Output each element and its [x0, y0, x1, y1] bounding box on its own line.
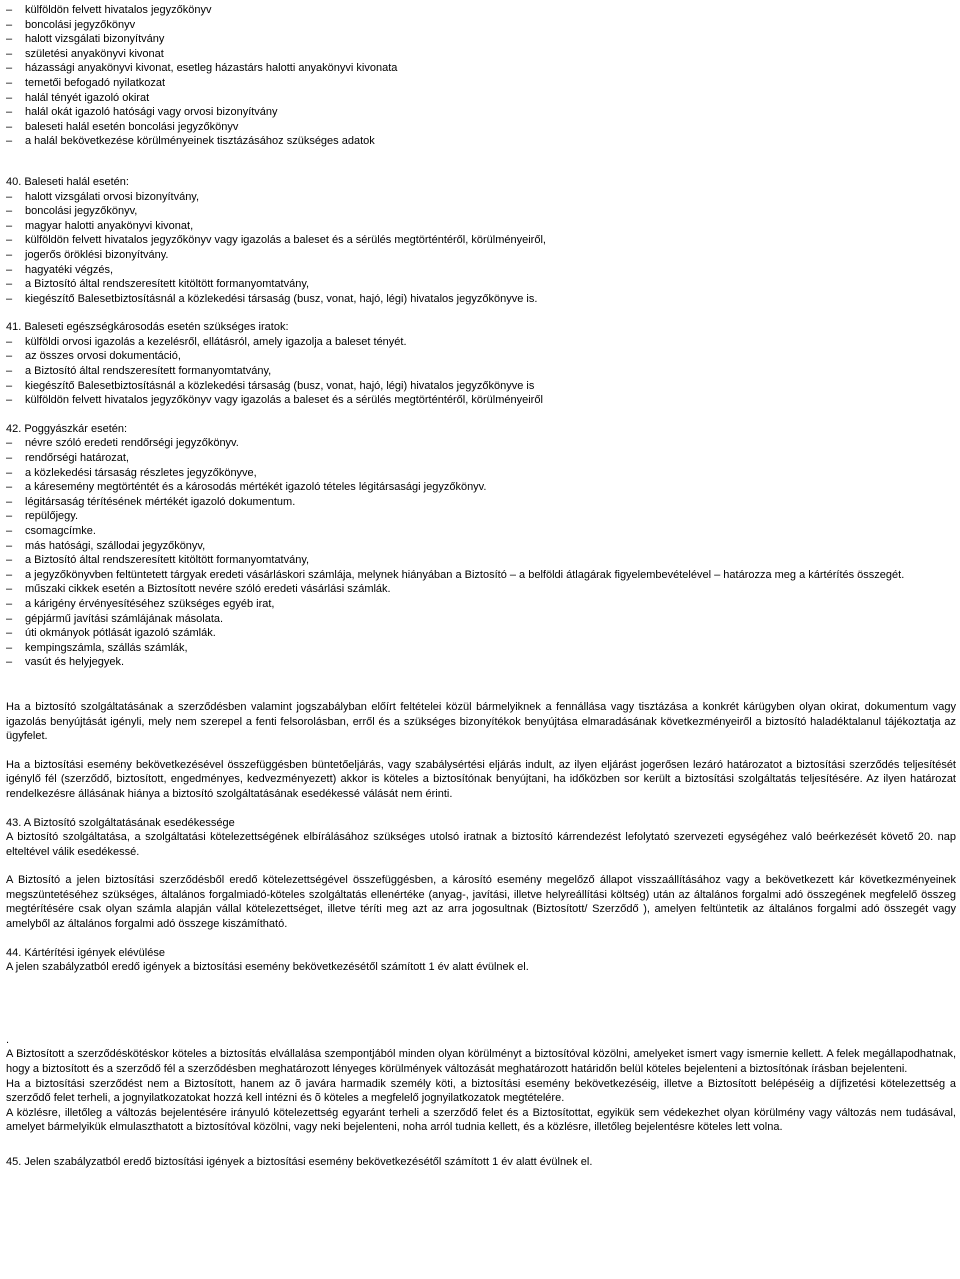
- list-item: [6, 582, 956, 597]
- dash-bullet: –: [6, 76, 13, 89]
- list-item-text: kiegészítő Balesetbiztosításnál a közlekedési társaság (busz, vonat, hajó, légi) hivatalos jegyzőkönyve is.: [25, 292, 538, 305]
- dash-bullet: –: [6, 627, 13, 640]
- list-item: [6, 655, 956, 670]
- section-43-heading: 43. A Biztosító szolgáltatásának esedékessége: [6, 816, 235, 829]
- list-item: [6, 61, 956, 76]
- list-item-text: a káresemény megtörténtét és a károsodás mértékét igazoló tételes légitársasági jegyzőkönyv.: [25, 481, 487, 494]
- list-item-text: az összes orvosi dokumentáció,: [25, 350, 181, 363]
- list-item: [6, 335, 956, 350]
- dash-bullet: –: [6, 597, 13, 610]
- list-item-text: vasút és helyjegyek.: [25, 656, 125, 669]
- paragraph-criminal-proceedings: Ha a biztosítási esemény bekövetkezésével összefüggésben büntetőeljárás, vagy szabálysértési eljárás indult, az ilyen eljárást jogerősen lezáró határozatot a biztosítási szerződés teljesítését igénylő fél (szerződő, biztosított, engedményes, kedvezményezett) akkor is köteles a biztosítónak benyújtani, ha időközben sor került a biztosítási szolgáltatás teljesítésére. Az ilyen határozat rendelkezésre állásának hiánya a biztosító szolgáltatásának esedékessé válását nem érinti.: [6, 758, 956, 800]
- dash-bullet: –: [6, 135, 13, 148]
- dash-bullet: –: [6, 394, 13, 407]
- list-item-text: kiegészítő Balesetbiztosításnál a közlekedési társaság (busz, vonat, hajó, légi) hivatalos jegyzőkönyve is: [25, 379, 535, 392]
- list-item-text: születési anyakönyvi kivonat: [25, 47, 164, 60]
- list-item-text: halott vizsgálati orvosi bizonyítvány,: [25, 190, 200, 203]
- list-section-40: [6, 190, 956, 307]
- dash-bullet: –: [6, 583, 13, 596]
- list-item: [6, 91, 956, 106]
- list-item-text: külföldön felvett hivatalos jegyzőkönyv vagy igazolás a baleset és a sérülés megtörténtéről, körülményeiről,: [25, 234, 546, 247]
- dash-bullet: –: [6, 641, 13, 654]
- list-item: [6, 204, 956, 219]
- list-item-text: névre szóló eredeti rendőrségi jegyzőkönyv.: [25, 437, 239, 450]
- list-item: [6, 233, 956, 248]
- list-item: [6, 190, 956, 205]
- list-item: [6, 134, 956, 149]
- list-item-text: magyar halotti anyakönyvi kivonat,: [25, 219, 194, 232]
- list-item: [6, 641, 956, 656]
- dash-bullet: –: [6, 292, 13, 305]
- dash-bullet: –: [6, 248, 13, 261]
- list-item-text: jogerős öröklési bizonyítvány.: [25, 248, 169, 261]
- list-item: [6, 248, 956, 263]
- list-item: [6, 524, 956, 539]
- dash-bullet: –: [6, 335, 13, 348]
- list-item: [6, 495, 956, 510]
- dash-bullet: –: [6, 525, 13, 537]
- list-item: [6, 349, 956, 364]
- list-required-documents: [6, 3, 956, 149]
- list-item-text: a Biztosító által rendszeresített kitöltött formanyomtatvány,: [25, 554, 310, 567]
- list-item-text: temetői befogadó nyilatkozat: [25, 76, 166, 89]
- dash-bullet: –: [6, 365, 13, 378]
- list-item: [6, 612, 956, 627]
- list-item-text: műszaki cikkek esetén a Biztosított nevére szóló eredeti vásárlási számlák.: [25, 583, 391, 596]
- dash-bullet: –: [6, 234, 13, 247]
- section-43-paragraph-1: A biztosító szolgáltatása, a szolgáltatási kötelezettségének elbírálásához szükséges utolsó iratnak a biztosító kárrendezést lefolytató szervezeti egységéhez való beérkezését követő 20. nap elteltével válik esedékessé.: [6, 831, 956, 858]
- list-item: [6, 539, 956, 554]
- paragraph-third-party-contract: Ha a biztosítási szerződést nem a Biztosított, hanem az õ javára harmadik személy köti, a biztosítási esemény bekövetkezéséig, illetve a Biztosított belépéséig a díjfizetési kötelezettség a szerződő felet terheli, a jognyilatkozatokat hozzá kell intézni és õ köteles a megfelelő jognyilatkozatok megtételére.: [6, 1077, 956, 1105]
- list-item: [6, 219, 956, 234]
- list-item: [6, 292, 956, 307]
- list-item-text: baleseti halál esetén boncolási jegyzőkönyv: [25, 120, 239, 133]
- dash-bullet: –: [6, 539, 13, 552]
- list-item-text: külföldi orvosi igazolás a kezelésről, ellátásról, amely igazolja a baleset tényét.: [25, 335, 407, 348]
- list-section-42: [6, 436, 956, 670]
- list-item-text: halál tényét igazoló okirat: [25, 91, 150, 104]
- dash-bullet: –: [6, 190, 13, 203]
- list-item-text: a jegyzőkönyvben feltüntetett tárgyak eredeti vásárláskori számlája, melynek hiányában a Biztosító – a belföldi átlagárak figyelembevételével – határozza meg a kártérítés összegét.: [25, 568, 905, 581]
- list-item-text: hagyatéki végzés,: [25, 263, 114, 276]
- list-item: [6, 32, 956, 47]
- dash-bullet: –: [6, 120, 13, 133]
- list-item: [6, 393, 956, 408]
- dash-bullet: –: [6, 106, 13, 119]
- dash-bullet: –: [6, 437, 13, 450]
- list-item: [6, 568, 956, 583]
- paragraph-disclosure-duty: A Biztosított a szerződéskötéskor köteles a biztosítás elvállalása szempontjából minden olyan körülményt a biztosítóval közölni, amelyeket ismert vagy ismernie kellett. A felek megállapodhatnak, hogy a biztosított és a szerződő fél a szerződésben meghatározott lényeges körülmények változását meghatározott határidőn belül köteles bejelenteni a biztosítónak írásban bejelenteni.: [6, 1048, 956, 1076]
- list-item-text: légitársaság térítésének mértékét igazoló dokumentum.: [25, 495, 296, 508]
- list-item-text: boncolási jegyzőkönyv,: [25, 205, 138, 218]
- section-43-paragraph-2: A Biztosító a jelen biztosítási szerződésből eredő kötelezettségével összefüggésben, a károsító esemény megelőző állapot visszaállításához vagy a bekövetkezett kár következményeinek megszüntetéséhez szükséges, általános forgalmiadó-köteles szolgáltatás ellenértéke (anyag-, javítási, illetve helyreállítási költség) után az általános forgalmi adó összegének megfelelő összeg megtérítésére csak olyan számla alapján vállal kötelezettséget, illetve téríti meg azt az arra jogosultnak (Biztosított/ Szerződő ), amelyen feltüntetik az általános forgalmi adó összegét vagy amelyből az általános forgalmi adó összege kiszámítható.: [6, 874, 956, 931]
- list-item-text: repülőjegy.: [25, 510, 78, 523]
- dash-bullet: –: [6, 219, 13, 232]
- stray-dot: .: [6, 1033, 10, 1046]
- dash-bullet: –: [6, 656, 13, 669]
- dash-bullet: –: [6, 4, 13, 16]
- section-42-heading: 42. Poggyászkár esetén:: [6, 422, 128, 435]
- list-item-text: rendőrségi határozat,: [25, 452, 129, 465]
- dash-bullet: –: [6, 568, 13, 581]
- list-item-text: halál okát igazoló hatósági vagy orvosi bizonyítvány: [25, 106, 278, 119]
- dash-bullet: –: [6, 62, 13, 75]
- list-item: [6, 105, 956, 120]
- paragraph-additional-documents: Ha a biztosító szolgáltatásának a szerződésben valamint jogszabályban előírt feltételei közül bármelyiknek a fennállása vagy tisztázása a konkrét kárügyben olyan okirat, dokumentum vagy igazolás benyújtását igényli, mely nem szerepel a fenti felsorolásban, erről és a szükséges bizonyítékok benyújtása elmaradásának következményeiről a biztosító haladéktalanul tájékoztatja az ügyfelet.: [6, 700, 956, 743]
- list-item: [6, 3, 956, 18]
- list-item-text: kempingszámla, szállás számlák,: [25, 641, 188, 654]
- list-item-text: más hatósági, szállodai jegyzőkönyv,: [25, 539, 206, 552]
- list-item-text: a kárigény érvényesítéséhez szükséges egyéb irat,: [25, 597, 275, 610]
- list-item-text: úti okmányok pótlását igazoló számlák.: [25, 627, 216, 640]
- list-item: [6, 263, 956, 278]
- dash-bullet: –: [6, 466, 13, 479]
- list-item: [6, 47, 956, 62]
- list-item-text: a közlekedési társaság részletes jegyzőkönyve,: [25, 466, 257, 479]
- list-item-text: a Biztosító által rendszeresített kitöltött formanyomtatvány,: [25, 278, 310, 291]
- list-item: [6, 76, 956, 91]
- list-item: [6, 379, 956, 394]
- dash-bullet: –: [6, 350, 13, 363]
- dash-bullet: –: [6, 612, 13, 625]
- dash-bullet: –: [6, 18, 13, 31]
- list-item-text: a Biztosító által rendszeresített formanyomtatvány,: [25, 365, 272, 378]
- list-item-text: gépjármű javítási számlájának másolata.: [25, 612, 224, 625]
- list-item: [6, 553, 956, 568]
- paragraph-notification-duty: A közlésre, illetőleg a változás bejelentésére irányuló kötelezettség egyaránt terheli a szerződő felet és a Biztosítottat, egyikük sem védekezhet olyan körülmény vagy változás nem tudásával, amelyet bármelyikük elmulaszthatott a biztosítóval közölni, vagy neki bejelenteni, noha arról tudnia kellett, és a közlésre, illetőleg bejelentésre köteles lett volna.: [6, 1106, 956, 1134]
- dash-bullet: –: [6, 510, 13, 523]
- dash-bullet: –: [6, 495, 13, 508]
- section-41-heading: 41. Baleseti egészségkárosodás esetén szükséges iratok:: [6, 321, 289, 334]
- list-item-text: a halál bekövetkezése körülményeinek tisztázásához szükséges adatok: [25, 135, 375, 148]
- list-item: [6, 626, 956, 641]
- section-44-paragraph: A jelen szabályzatból eredő igények a biztosítási esemény bekövetkezésétől számított 1 év alatt évülnek el.: [6, 961, 529, 974]
- list-item-text: külföldön felvett hivatalos jegyzőkönyv: [25, 4, 212, 16]
- dash-bullet: –: [6, 91, 13, 104]
- list-item: [6, 466, 956, 481]
- list-item-text: boncolási jegyzőkönyv: [25, 18, 136, 31]
- paragraph-section-45: 45. Jelen szabályzatból eredő biztosítási igények a biztosítási esemény bekövetkezésétől számított 1 év alatt évülnek el.: [6, 1156, 593, 1168]
- list-item: [6, 18, 956, 33]
- dash-bullet: –: [6, 205, 13, 218]
- dash-bullet: –: [6, 263, 13, 276]
- section-40-heading: 40. Baleseti halál esetén:: [6, 175, 129, 188]
- list-item: [6, 277, 956, 292]
- list-item-text: csomagcímke.: [25, 525, 96, 537]
- document-page: [6, 3, 956, 1170]
- list-item-text: házassági anyakönyvi kivonat, esetleg házastárs halotti anyakönyvi kivonata: [25, 62, 398, 75]
- list-item: [6, 436, 956, 451]
- dash-bullet: –: [6, 33, 13, 46]
- dash-bullet: –: [6, 481, 13, 494]
- list-section-41: [6, 335, 956, 408]
- dash-bullet: –: [6, 379, 13, 392]
- list-item: [6, 120, 956, 135]
- dash-bullet: –: [6, 452, 13, 465]
- dash-bullet: –: [6, 554, 13, 567]
- list-item: [6, 480, 956, 495]
- list-item: [6, 364, 956, 379]
- list-item-text: külföldön felvett hivatalos jegyzőkönyv vagy igazolás a baleset és a sérülés megtörténtéről, körülményeiről: [25, 394, 543, 407]
- dash-bullet: –: [6, 278, 13, 291]
- dash-bullet: –: [6, 47, 13, 60]
- list-item: [6, 509, 956, 524]
- list-item: [6, 597, 956, 612]
- list-item-text: halott vizsgálati bizonyítvány: [25, 33, 165, 46]
- list-item: [6, 451, 956, 466]
- section-44-heading: 44. Kártérítési igények elévülése: [6, 946, 165, 959]
